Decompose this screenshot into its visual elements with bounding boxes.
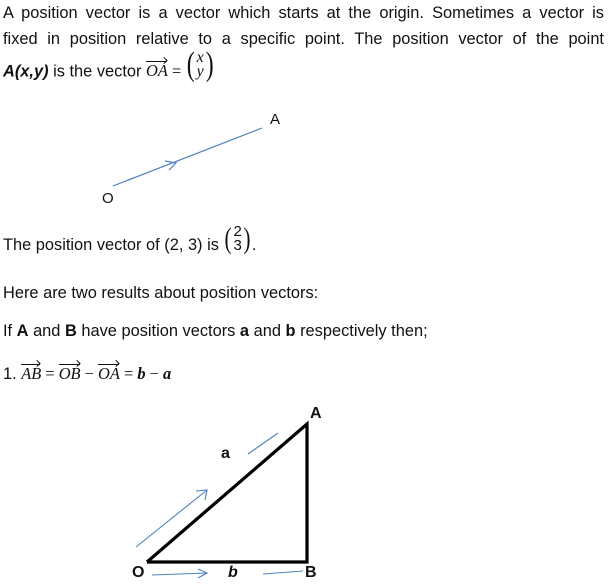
vector-b-tail-line <box>263 571 303 574</box>
period: . <box>251 236 257 254</box>
column-vector-2-3 <box>223 221 251 255</box>
result-1-line <box>3 366 171 382</box>
vector-oa: OA <box>98 364 120 383</box>
equals-sign: = <box>41 364 59 383</box>
label-point-a: A <box>270 111 281 128</box>
text-respectively: respectively then; <box>295 322 428 340</box>
right-paren-icon: ) <box>205 46 214 83</box>
position-vector-line <box>113 128 262 186</box>
point-b-bold: B <box>64 322 77 340</box>
result-number: 1. <box>3 365 22 383</box>
intro-text: is the vector <box>48 62 147 81</box>
example-text: The position vector of (2, 3) is <box>3 236 224 254</box>
left-paren-icon: ( <box>224 221 232 255</box>
label-o: O <box>132 564 145 581</box>
left-paren-icon: ( <box>187 46 195 83</box>
text-have: have position vectors <box>76 322 240 340</box>
vector-ab: AB <box>21 364 42 383</box>
label-vector-a: a <box>221 445 230 462</box>
right-paren-icon: ) <box>243 221 251 255</box>
minus-sign-2: − <box>145 364 163 383</box>
column-bottom: 3 <box>233 236 242 254</box>
column-bottom: y <box>196 63 204 80</box>
example-line <box>3 221 257 255</box>
vector-b: b <box>137 364 146 383</box>
intro-line-1: A position vector is a vector which starts at the origin. Sometimes a vector is <box>3 4 604 22</box>
vector-a-bold: a <box>239 322 250 340</box>
label-a: A <box>310 405 322 422</box>
equals-sign-2: = <box>119 364 138 383</box>
minus-sign: − <box>80 364 99 383</box>
results-intro: Here are two results about position vectors: <box>3 284 319 302</box>
text-and: and <box>28 322 65 340</box>
label-origin-o: O <box>102 190 114 207</box>
text-if: If <box>3 322 17 340</box>
condition-line <box>3 323 428 339</box>
column-top: 2 <box>233 222 242 240</box>
equals-sign: = <box>167 61 186 81</box>
point-a-bold: A <box>16 322 29 340</box>
point-a-xy: A(x,y) <box>3 62 49 81</box>
vector-b-bold: b <box>285 322 296 340</box>
text-and-2: and <box>249 322 286 340</box>
vector-ob: OB <box>58 364 81 383</box>
vector-b-arrow-line <box>152 573 207 575</box>
label-vector-b: b <box>228 564 238 581</box>
label-b: B <box>305 564 317 581</box>
vector-oa: OA <box>146 61 168 81</box>
intro-line-2: fixed in position relative to a specific point. The position vector of the point <box>3 30 604 48</box>
column-top: x <box>196 49 204 66</box>
vector-a: a <box>163 364 172 383</box>
